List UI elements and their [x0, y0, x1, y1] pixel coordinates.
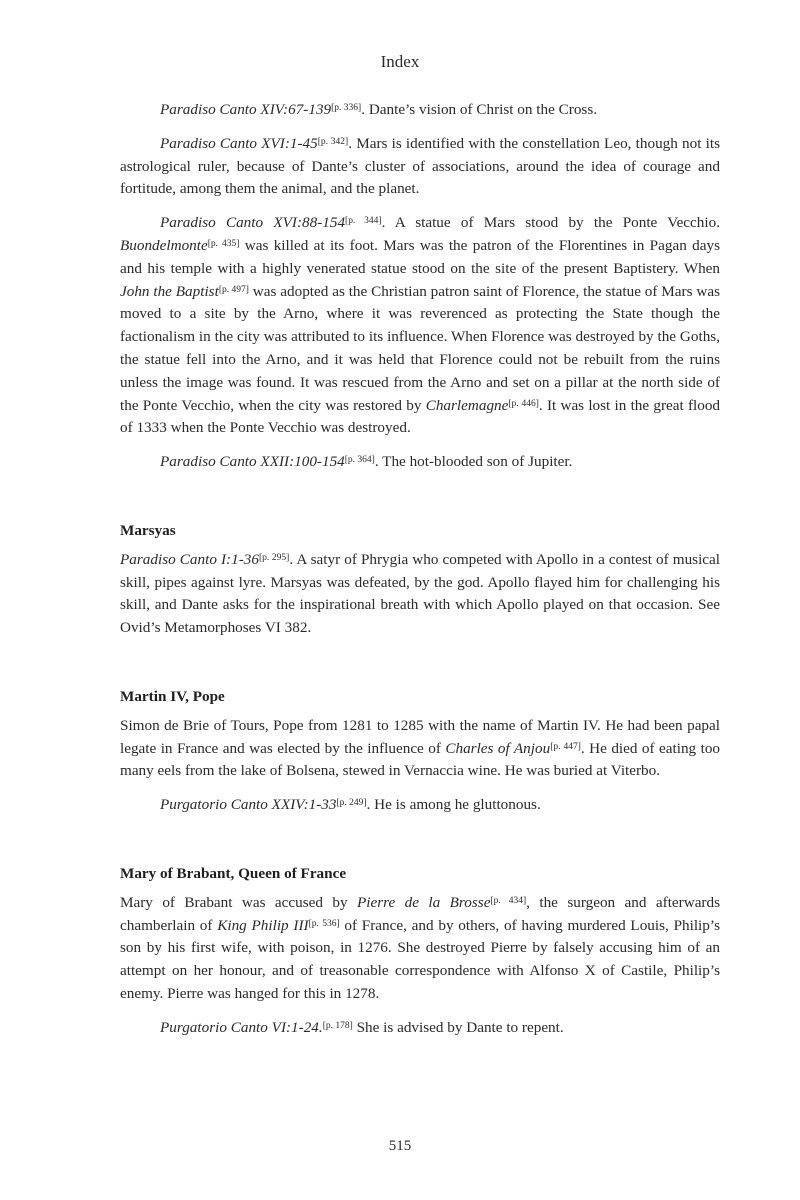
- paragraph-text: . A satyr of Phrygia who competed with Apollo in a contest of musical skill, pipes against lyre. Marsyas was defeated, by the god. Apollo flayed him for challenging his skill, and Dante asks for the inspirational breath with which Apollo played on that occasion. See Ovid’s Metamorphoses VI 382.: [120, 550, 721, 637]
- running-header: Index: [380, 52, 420, 71]
- entry-paragraph: [120, 794, 720, 817]
- mars-paragraph-3: [120, 212, 720, 440]
- page-number: 515: [388, 1138, 412, 1154]
- mars-paragraph-2: [120, 133, 720, 201]
- entry-paragraph: [120, 549, 720, 640]
- paragraph-text: Simon de Brie of Tours, Pope from 1281 to 1285 with the name of Martin IV. He had been papal legate in France and was elected by the influence of: [120, 716, 720, 757]
- paragraph-text: , the surgeon and afterwards chamberlain of: [120, 893, 720, 934]
- page-reference: [p. 178]: [322, 1020, 353, 1031]
- page-reference: [p. 497]: [218, 284, 249, 295]
- page-reference: [p. 336]: [331, 103, 362, 113]
- page-reference: [p. 364]: [344, 455, 375, 466]
- cross-reference-john-the-baptist[interactable]: John the Baptist: [120, 282, 219, 300]
- entry-heading: Mary of Brabant, Queen of France: [120, 864, 347, 882]
- paragraph-text: . The hot-blooded son of Jupiter.: [374, 453, 573, 471]
- entry-heading: Martin IV, Pope: [120, 687, 225, 705]
- canto-reference[interactable]: Paradiso Canto I:1-36: [120, 550, 259, 568]
- page-reference: [p. 434]: [490, 895, 527, 906]
- paragraph-text: . It was lost in the great flood of 1333 when the Ponte Vecchio was destroyed.: [120, 396, 721, 437]
- page-reference: [p. 295]: [258, 552, 290, 563]
- canto-reference[interactable]: Paradiso Canto XVI:88-154: [160, 214, 346, 232]
- mars-paragraph-1: [120, 99, 720, 122]
- cross-reference-charlemagne[interactable]: Charlemagne: [425, 396, 509, 414]
- cross-reference-king-philip-iii[interactable]: King Philip III: [217, 916, 309, 934]
- paragraph-text: . He is among he gluttonous.: [366, 796, 541, 814]
- canto-reference[interactable]: Paradiso Canto XXII:100-154: [160, 453, 345, 471]
- paragraph-text: . He died of eating too many eels from the lake of Bolsena, stewed in Vernaccia wine. He was buried at Viterbo.: [120, 739, 721, 780]
- page-body: [120, 99, 720, 1051]
- paragraph-text: was killed at its foot. Mars was the patron of the Florentines in Pagan days and his temple with a highly venerated statue stood on the site of the present Baptistery. When: [120, 236, 720, 277]
- canto-reference[interactable]: Purgatorio Canto VI:1-24.: [160, 1018, 323, 1036]
- page-reference: [p. 447]: [550, 741, 581, 752]
- paragraph-text: of France, and by others, of having murdered Louis, Philip’s son by his first wife, with poison, in 1276. She destroyed Pierre by falsely accusing him of an attempt on her honour, and of treasonable correspondence with Alfonso X of Castile, Philip’s enemy. Pierre was hanged for this in 1278.: [120, 916, 721, 1002]
- cross-reference-charles-of-anjou[interactable]: Charles of Anjou: [445, 739, 551, 757]
- entry-paragraph: [120, 1017, 720, 1040]
- page-reference: [p. 342]: [317, 136, 349, 147]
- paragraph-text: She is advised by Dante to repent.: [352, 1018, 564, 1036]
- cross-reference-buondelmonte[interactable]: Buondelmonte: [120, 236, 208, 254]
- index-entry-marsyas: [120, 520, 720, 640]
- page-reference: [p. 249]: [336, 798, 367, 809]
- mars-paragraph-4: [120, 451, 720, 474]
- canto-reference[interactable]: Purgatorio Canto XXIV:1-33: [160, 796, 337, 814]
- canto-reference[interactable]: Paradiso Canto XVI:1-45: [160, 134, 318, 152]
- paragraph-text: Mary of Brabant was accused by: [120, 893, 358, 911]
- cross-reference-pierre-de-la-brosse[interactable]: Pierre de la Brosse: [357, 893, 491, 911]
- entry-paragraph: [120, 892, 720, 1006]
- entry-heading: Marsyas: [120, 521, 176, 539]
- paragraph-text: . Dante’s vision of Christ on the Cross.: [361, 101, 598, 118]
- page-reference: [p. 536]: [308, 918, 340, 929]
- canto-reference[interactable]: Paradiso Canto XIV:67-139: [160, 101, 332, 118]
- entry-paragraph: [120, 715, 720, 783]
- paragraph-text: was adopted as the Christian patron saint of Florence, the statue of Mars was moved to a site by the Arno, where it was reverenced as protecting the State though the factionalism in the city was attributed to its influence. When Florence was destroyed by the Goths, the statue fell into the Arno, and it was held that Florence could not be rebuilt from the ruins unless the image was found. It was rescued from the Arno and set on a pillar at the north side of the Ponte Vecchio, when the city was restored by: [120, 282, 720, 414]
- page-reference: [p. 344]: [345, 216, 382, 227]
- page-reference: [p. 435]: [207, 238, 240, 249]
- index-entry-mary-of-brabant: [120, 863, 720, 1040]
- paragraph-text: . A statue of Mars stood by the Ponte Vecchio.: [381, 214, 720, 232]
- paragraph-text: . Mars is identified with the constellation Leo, though not its astrological ruler, because of Dante’s cluster of associations, around the idea of courage and fortitude, among them the animal, and the planet.: [120, 134, 720, 198]
- index-entry-martin-iv: [120, 686, 720, 817]
- page-reference: [p. 446]: [508, 398, 539, 409]
